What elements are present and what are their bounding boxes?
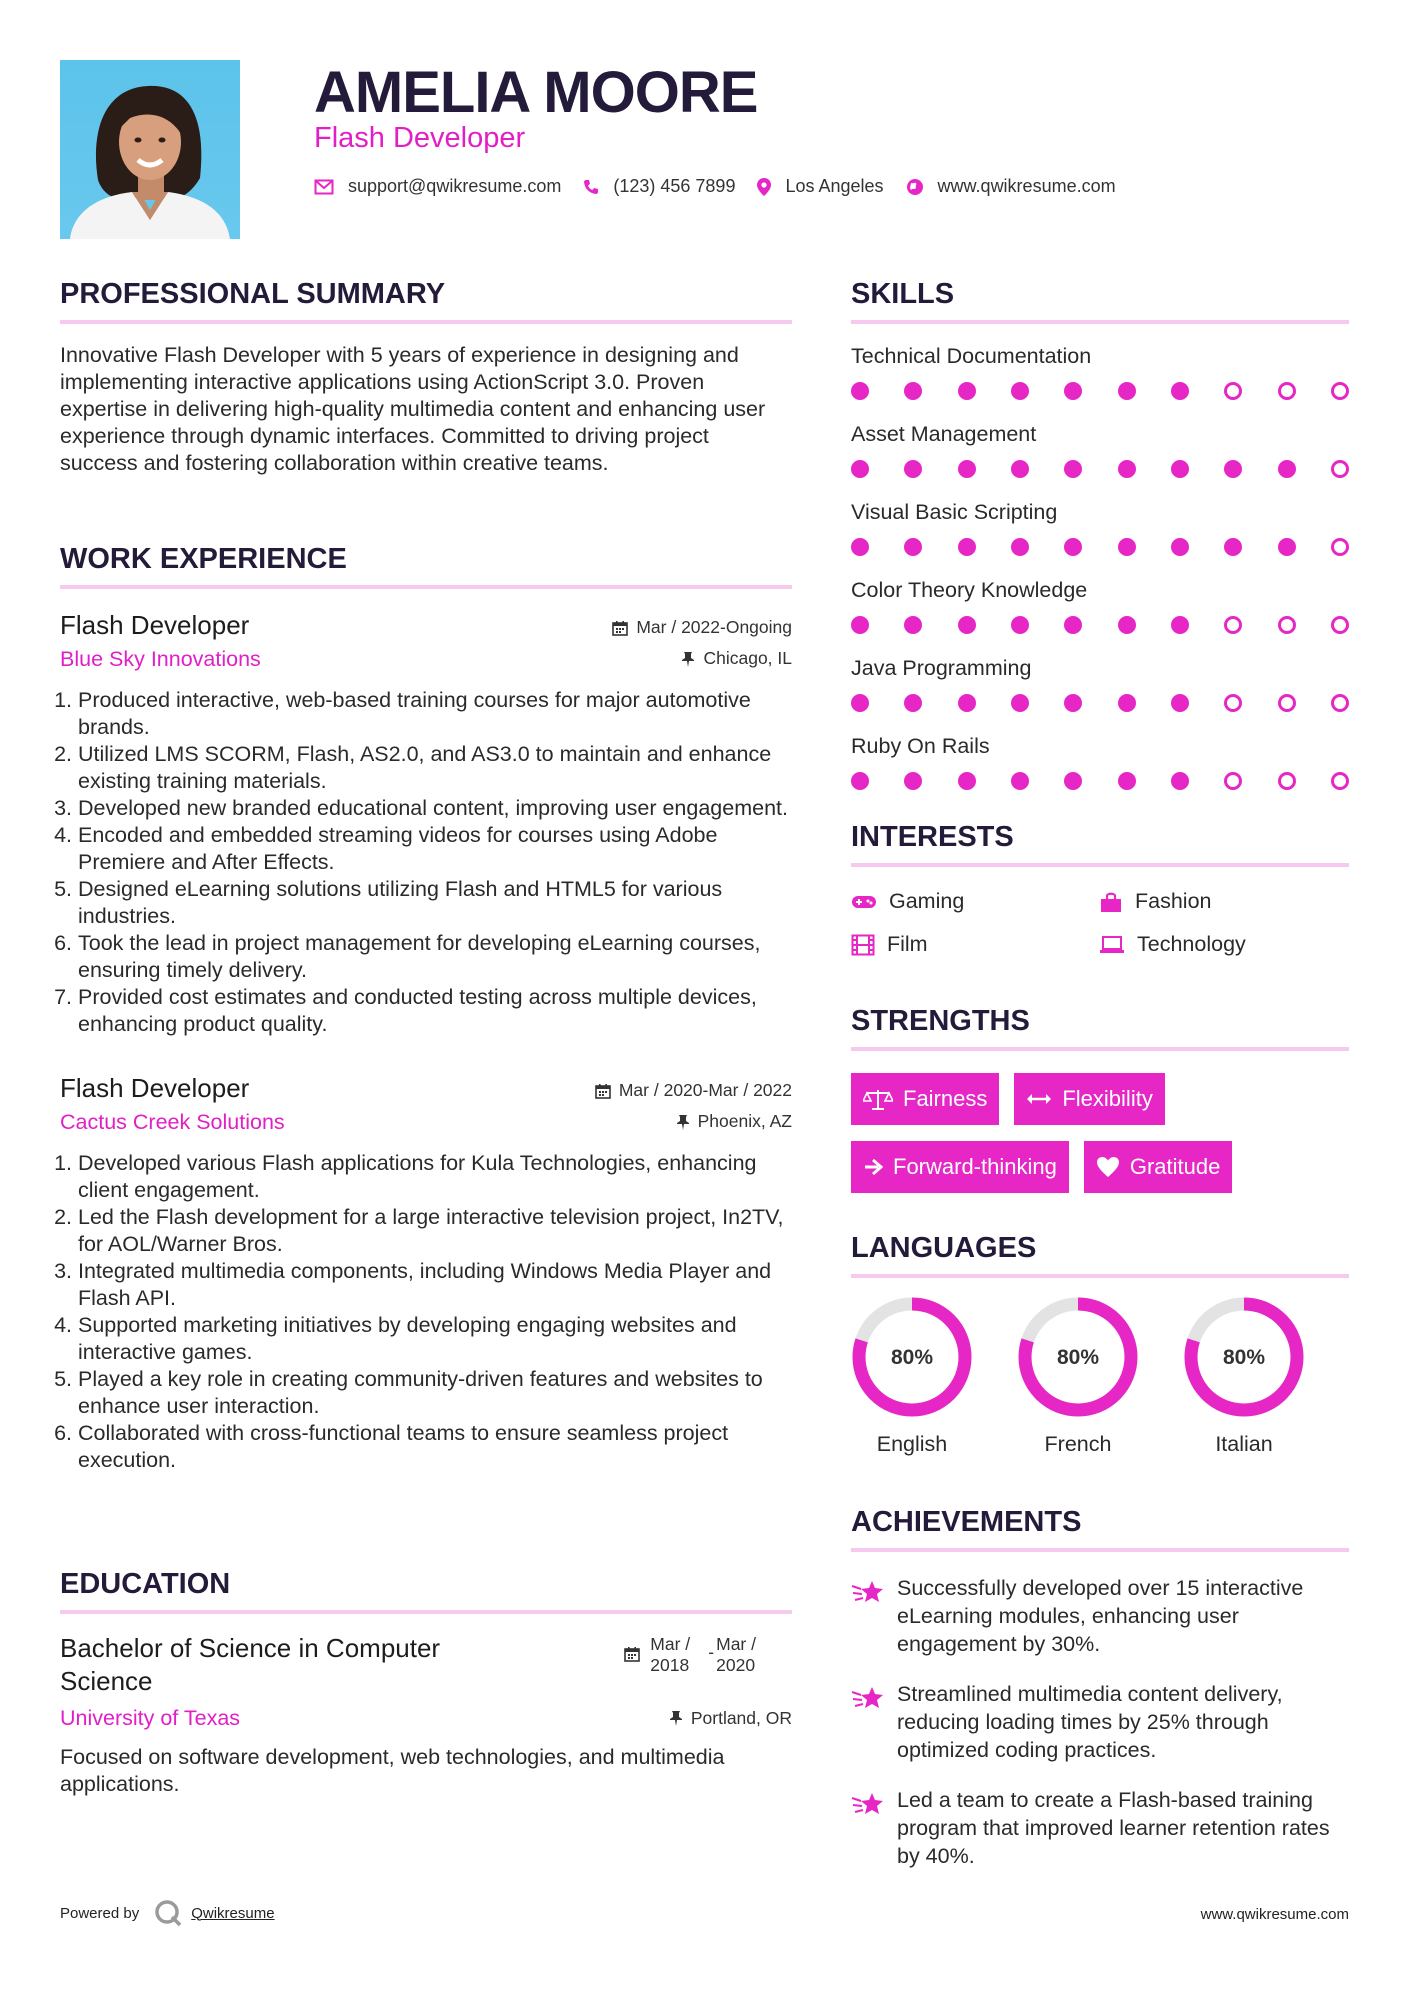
rating-dot-filled xyxy=(851,460,869,478)
rating-dot-filled xyxy=(1118,616,1136,634)
globe-icon xyxy=(906,178,924,196)
list-item: 5. Designed eLearning solutions utilizing Flash and HTML5 for various industries. xyxy=(78,876,792,930)
calendar-icon xyxy=(624,1646,640,1662)
rating-dot-filled xyxy=(958,694,976,712)
start-month: Mar / xyxy=(650,1634,691,1654)
list-item: 1. Developed various Flash applications for Kula Technologies, enhancing client engagement. xyxy=(78,1150,792,1204)
rating-dot-filled xyxy=(1118,772,1136,790)
job-bullets xyxy=(60,687,792,1038)
job-role: Flash Developer xyxy=(60,610,250,640)
phone-text: (123) 456 7899 xyxy=(613,176,736,196)
language-item xyxy=(851,1296,973,1457)
job-bullets xyxy=(60,1150,792,1474)
date-dash: - xyxy=(708,1642,715,1662)
job-location-text: Chicago, IL xyxy=(703,648,792,668)
qwikresume-link[interactable]: Qwikresume xyxy=(191,1904,275,1922)
candidate-title: Flash Developer xyxy=(314,122,526,154)
rating-dot-filled xyxy=(1171,382,1189,400)
rating-dot-filled xyxy=(1224,460,1242,478)
rating-dot-filled xyxy=(851,382,869,400)
bag-icon xyxy=(1099,891,1123,913)
rating-dot-empty xyxy=(1331,382,1349,400)
rating-dot-filled xyxy=(1118,460,1136,478)
arrow-right-icon xyxy=(863,1158,883,1176)
skill-name: Asset Management xyxy=(851,422,1037,446)
rating-dot-filled xyxy=(958,382,976,400)
degree-title: Bachelor of Science in Computer Science xyxy=(60,1633,441,1696)
rating-dot-empty xyxy=(1278,772,1296,790)
rating-dot-filled xyxy=(1064,460,1082,478)
section-divider xyxy=(851,863,1349,867)
email-text: support@qwikresume.com xyxy=(348,176,562,196)
rating-dot-filled xyxy=(1011,460,1029,478)
rating-dot-filled xyxy=(1011,694,1029,712)
rating-dot-empty xyxy=(1331,538,1349,556)
rating-dot-empty xyxy=(1331,772,1349,790)
candidate-name: AMELIA MOORE xyxy=(314,60,758,125)
profile-photo xyxy=(60,60,240,239)
language-percent: 80% xyxy=(1056,1346,1100,1369)
achievements-section xyxy=(851,1504,1349,1870)
rating-dot-filled xyxy=(1064,616,1082,634)
list-item: 4. Supported marketing initiatives by developing engaging websites and interactive games. xyxy=(78,1312,792,1366)
section-divider xyxy=(851,1047,1349,1051)
job-dates xyxy=(595,1080,792,1101)
list-item: 7. Provided cost estimates and conducted testing across multiple devices, enhancing product quality. xyxy=(78,984,792,1038)
skill-rating xyxy=(851,382,1349,400)
education-location xyxy=(669,1708,792,1729)
job-dates xyxy=(612,617,792,638)
envelope-icon xyxy=(314,179,334,195)
rating-dot-filled xyxy=(1171,772,1189,790)
interests-list xyxy=(851,889,1349,957)
list-item: 5. Played a key role in creating community-driven features and websites to enhance user interaction. xyxy=(78,1366,792,1420)
film-icon xyxy=(851,934,875,956)
skill-name: Color Theory Knowledge xyxy=(851,578,1088,602)
rating-dot-filled xyxy=(1011,382,1029,400)
language-percent: 80% xyxy=(890,1346,934,1369)
language-ring xyxy=(1183,1296,1305,1418)
skill-rating xyxy=(851,772,1349,790)
rating-dot-filled xyxy=(1171,538,1189,556)
strengths-list xyxy=(851,1073,1349,1193)
rating-dot-empty xyxy=(1331,460,1349,478)
rating-dot-empty xyxy=(1224,772,1242,790)
job-location xyxy=(595,1111,792,1132)
language-ring xyxy=(851,1296,973,1418)
strength-label: Gratitude xyxy=(1129,1154,1221,1179)
school-name: University of Texas xyxy=(60,1706,241,1730)
rating-dot-filled xyxy=(904,460,922,478)
experience-heading: WORK EXPERIENCE xyxy=(60,543,347,575)
strength-chip xyxy=(851,1141,1069,1193)
section-divider xyxy=(60,320,792,324)
skills-list xyxy=(851,342,1349,790)
section-divider xyxy=(60,1610,792,1614)
end-year: 2020 xyxy=(716,1655,756,1675)
rating-dot-filled xyxy=(958,772,976,790)
rating-dot-filled xyxy=(1064,538,1082,556)
heart-icon xyxy=(1096,1156,1120,1178)
education-description: Focused on software development, web technologies, and multimedia applications. xyxy=(60,1745,725,1796)
list-item: 3. Developed new branded educational content, improving user engagement. xyxy=(78,795,792,822)
calendar-icon xyxy=(595,1083,611,1099)
summary-section xyxy=(60,276,792,477)
portrait-illustration xyxy=(60,60,240,239)
rating-dot-filled xyxy=(904,772,922,790)
strength-label: Flexibility xyxy=(1062,1086,1153,1111)
rating-dot-filled xyxy=(1224,538,1242,556)
rating-dot-filled xyxy=(851,694,869,712)
rating-dot-filled xyxy=(1118,538,1136,556)
interests-section xyxy=(851,819,1349,957)
strength-chip xyxy=(851,1073,999,1125)
skill-name: Java Programming xyxy=(851,656,1032,680)
rating-dot-empty xyxy=(1224,694,1242,712)
contact-location xyxy=(757,176,883,197)
list-item: 6. Took the lead in project management for developing eLearning courses, ensuring timely delivery. xyxy=(78,930,792,984)
job-location xyxy=(612,648,792,669)
rating-dot-empty xyxy=(1278,616,1296,634)
shooting-star-icon xyxy=(851,1684,885,1712)
section-divider xyxy=(851,1548,1349,1552)
section-divider xyxy=(851,1274,1349,1278)
strengths-heading: STRENGTHS xyxy=(851,1005,1030,1037)
qwikresume-logo-icon xyxy=(153,1898,183,1928)
achievement-item xyxy=(851,1680,1349,1764)
rating-dot-filled xyxy=(1278,460,1296,478)
rating-dot-filled xyxy=(958,616,976,634)
list-item: 6. Collaborated with cross-functional teams to ensure seamless project execution. xyxy=(78,1420,792,1474)
job-entry xyxy=(60,1072,792,1474)
skills-section xyxy=(851,276,1349,810)
skill-rating xyxy=(851,538,1349,556)
strength-chip xyxy=(1084,1141,1233,1193)
strengths-section xyxy=(851,1003,1349,1193)
contact-bar xyxy=(314,176,1138,197)
languages-heading: LANGUAGES xyxy=(851,1232,1037,1264)
skill-name: Visual Basic Scripting xyxy=(851,500,1058,524)
footer-website[interactable]: www.qwikresume.com xyxy=(1200,1906,1349,1923)
interest-label: Technology xyxy=(1137,932,1246,956)
rating-dot-filled xyxy=(904,694,922,712)
rating-dot-empty xyxy=(1278,694,1296,712)
language-name: English xyxy=(876,1432,948,1456)
strength-label: Forward-thinking xyxy=(893,1154,1057,1179)
rating-dot-empty xyxy=(1224,616,1242,634)
job-role: Flash Developer xyxy=(60,1073,250,1103)
interest-item xyxy=(1099,889,1347,914)
scale-icon xyxy=(863,1088,893,1110)
job-location-text: Phoenix, AZ xyxy=(697,1111,792,1131)
language-item xyxy=(1017,1296,1139,1457)
end-month: Mar / xyxy=(716,1634,756,1654)
job-dates-text: Mar / 2020-Mar / 2022 xyxy=(618,1080,792,1100)
gamepad-icon xyxy=(851,894,877,910)
powered-by-text: Powered by xyxy=(60,1904,140,1922)
footer-powered-by xyxy=(60,1898,275,1928)
rating-dot-filled xyxy=(958,460,976,478)
location-text: Los Angeles xyxy=(785,176,884,196)
achievement-text: Streamlined multimedia content delivery, reducing loading times by 25% through optimized coding practices. xyxy=(897,1682,1283,1762)
rating-dot-filled xyxy=(958,538,976,556)
education-section xyxy=(60,1566,792,1798)
rating-dot-filled xyxy=(904,616,922,634)
section-divider xyxy=(60,585,792,589)
education-dates xyxy=(624,1634,756,1698)
rating-dot-filled xyxy=(851,772,869,790)
contact-website[interactable] xyxy=(906,176,1116,197)
shooting-star-icon xyxy=(851,1578,885,1606)
language-name: French xyxy=(1044,1432,1112,1456)
rating-dot-filled xyxy=(1171,460,1189,478)
skill-rating xyxy=(851,616,1349,634)
rating-dot-filled xyxy=(1064,694,1082,712)
skills-heading: SKILLS xyxy=(851,278,955,310)
rating-dot-filled xyxy=(851,538,869,556)
rating-dot-filled xyxy=(1064,382,1082,400)
achievements-list xyxy=(851,1574,1349,1870)
rating-dot-empty xyxy=(1224,382,1242,400)
laptop-icon xyxy=(1099,935,1125,955)
rating-dot-filled xyxy=(1011,772,1029,790)
summary-heading: PROFESSIONAL SUMMARY xyxy=(60,278,446,310)
interest-label: Gaming xyxy=(889,889,965,913)
achievement-item xyxy=(851,1786,1349,1870)
rating-dot-empty xyxy=(1278,382,1296,400)
rating-dot-filled xyxy=(1011,616,1029,634)
language-percent: 80% xyxy=(1222,1346,1266,1369)
skill-name: Ruby On Rails xyxy=(851,734,990,758)
rating-dot-filled xyxy=(1118,694,1136,712)
list-item: 1. Produced interactive, web-based training courses for major automotive brands. xyxy=(78,687,792,741)
language-item xyxy=(1183,1296,1305,1457)
pushpin-icon xyxy=(676,1114,690,1130)
rating-dot-filled xyxy=(851,616,869,634)
rating-dot-filled xyxy=(1278,538,1296,556)
interest-item xyxy=(851,932,1099,957)
experience-section xyxy=(60,541,792,1474)
interest-item xyxy=(851,889,1099,914)
skill-rating xyxy=(851,694,1349,712)
rating-dot-filled xyxy=(904,538,922,556)
list-item: 3. Integrated multimedia components, including Windows Media Player and Flash API. xyxy=(78,1258,792,1312)
rating-dot-filled xyxy=(904,382,922,400)
rating-dot-filled xyxy=(1118,382,1136,400)
strength-chip xyxy=(1014,1073,1164,1125)
achievements-heading: ACHIEVEMENTS xyxy=(851,1506,1082,1538)
job-dates-text: Mar / 2022-Ongoing xyxy=(636,617,792,637)
education-location-text: Portland, OR xyxy=(690,1707,792,1728)
summary-text: Innovative Flash Developer with 5 years of experience in designing and implementing interactive applications using ActionScript 3.0. Proven expertise in delivering high-quality multimedia content and enhancing user experience through dynamic interfaces. Committed to driving project success and fostering collaboration within creative teams. xyxy=(60,343,766,475)
rating-dot-filled xyxy=(1171,616,1189,634)
education-heading: EDUCATION xyxy=(60,1568,231,1600)
job-company: Cactus Creek Solutions xyxy=(60,1110,285,1134)
rating-dot-filled xyxy=(1011,538,1029,556)
start-year: 2018 xyxy=(650,1655,690,1675)
job-entry xyxy=(60,609,792,1038)
rating-dot-filled xyxy=(1171,694,1189,712)
calendar-icon xyxy=(612,620,628,636)
achievement-text: Successfully developed over 15 interactive eLearning modules, enhancing user engagement by 30%. xyxy=(897,1576,1304,1656)
languages-section xyxy=(851,1230,1349,1457)
section-divider xyxy=(851,320,1349,324)
language-ring xyxy=(1017,1296,1139,1418)
rating-dot-filled xyxy=(1064,772,1082,790)
map-pin-icon xyxy=(757,178,771,196)
skill-name: Technical Documentation xyxy=(851,344,1092,368)
shooting-star-icon xyxy=(851,1790,885,1818)
interest-label: Film xyxy=(887,932,928,956)
interests-heading: INTERESTS xyxy=(851,821,1014,853)
list-item: 2. Led the Flash development for a large interactive television project, In2TV, for AOL/Warner Bros. xyxy=(78,1204,792,1258)
phone-icon xyxy=(583,179,599,195)
languages-list xyxy=(851,1296,1349,1457)
arrows-horizontal-icon xyxy=(1026,1092,1052,1106)
achievement-text: Led a team to create a Flash-based training program that improved learner retention rates by 40%. xyxy=(897,1788,1330,1868)
strength-label: Fairness xyxy=(903,1086,988,1111)
skill-rating xyxy=(851,460,1349,478)
language-name: Italian xyxy=(1215,1432,1273,1456)
list-item: 2. Utilized LMS SCORM, Flash, AS2.0, and AS3.0 to maintain and enhance existing training materials. xyxy=(78,741,792,795)
pushpin-icon xyxy=(681,651,695,667)
contact-email[interactable] xyxy=(314,176,561,197)
list-item: 4. Encoded and embedded streaming videos for courses using Adobe Premiere and After Effects. xyxy=(78,822,792,876)
job-company: Blue Sky Innovations xyxy=(60,647,261,671)
website-text: www.qwikresume.com xyxy=(937,176,1116,196)
rating-dot-empty xyxy=(1331,616,1349,634)
pushpin-icon xyxy=(669,1710,683,1726)
interest-item xyxy=(1099,932,1347,957)
achievement-item xyxy=(851,1574,1349,1658)
interest-label: Fashion xyxy=(1135,889,1212,913)
rating-dot-empty xyxy=(1331,694,1349,712)
contact-phone[interactable] xyxy=(583,176,735,197)
